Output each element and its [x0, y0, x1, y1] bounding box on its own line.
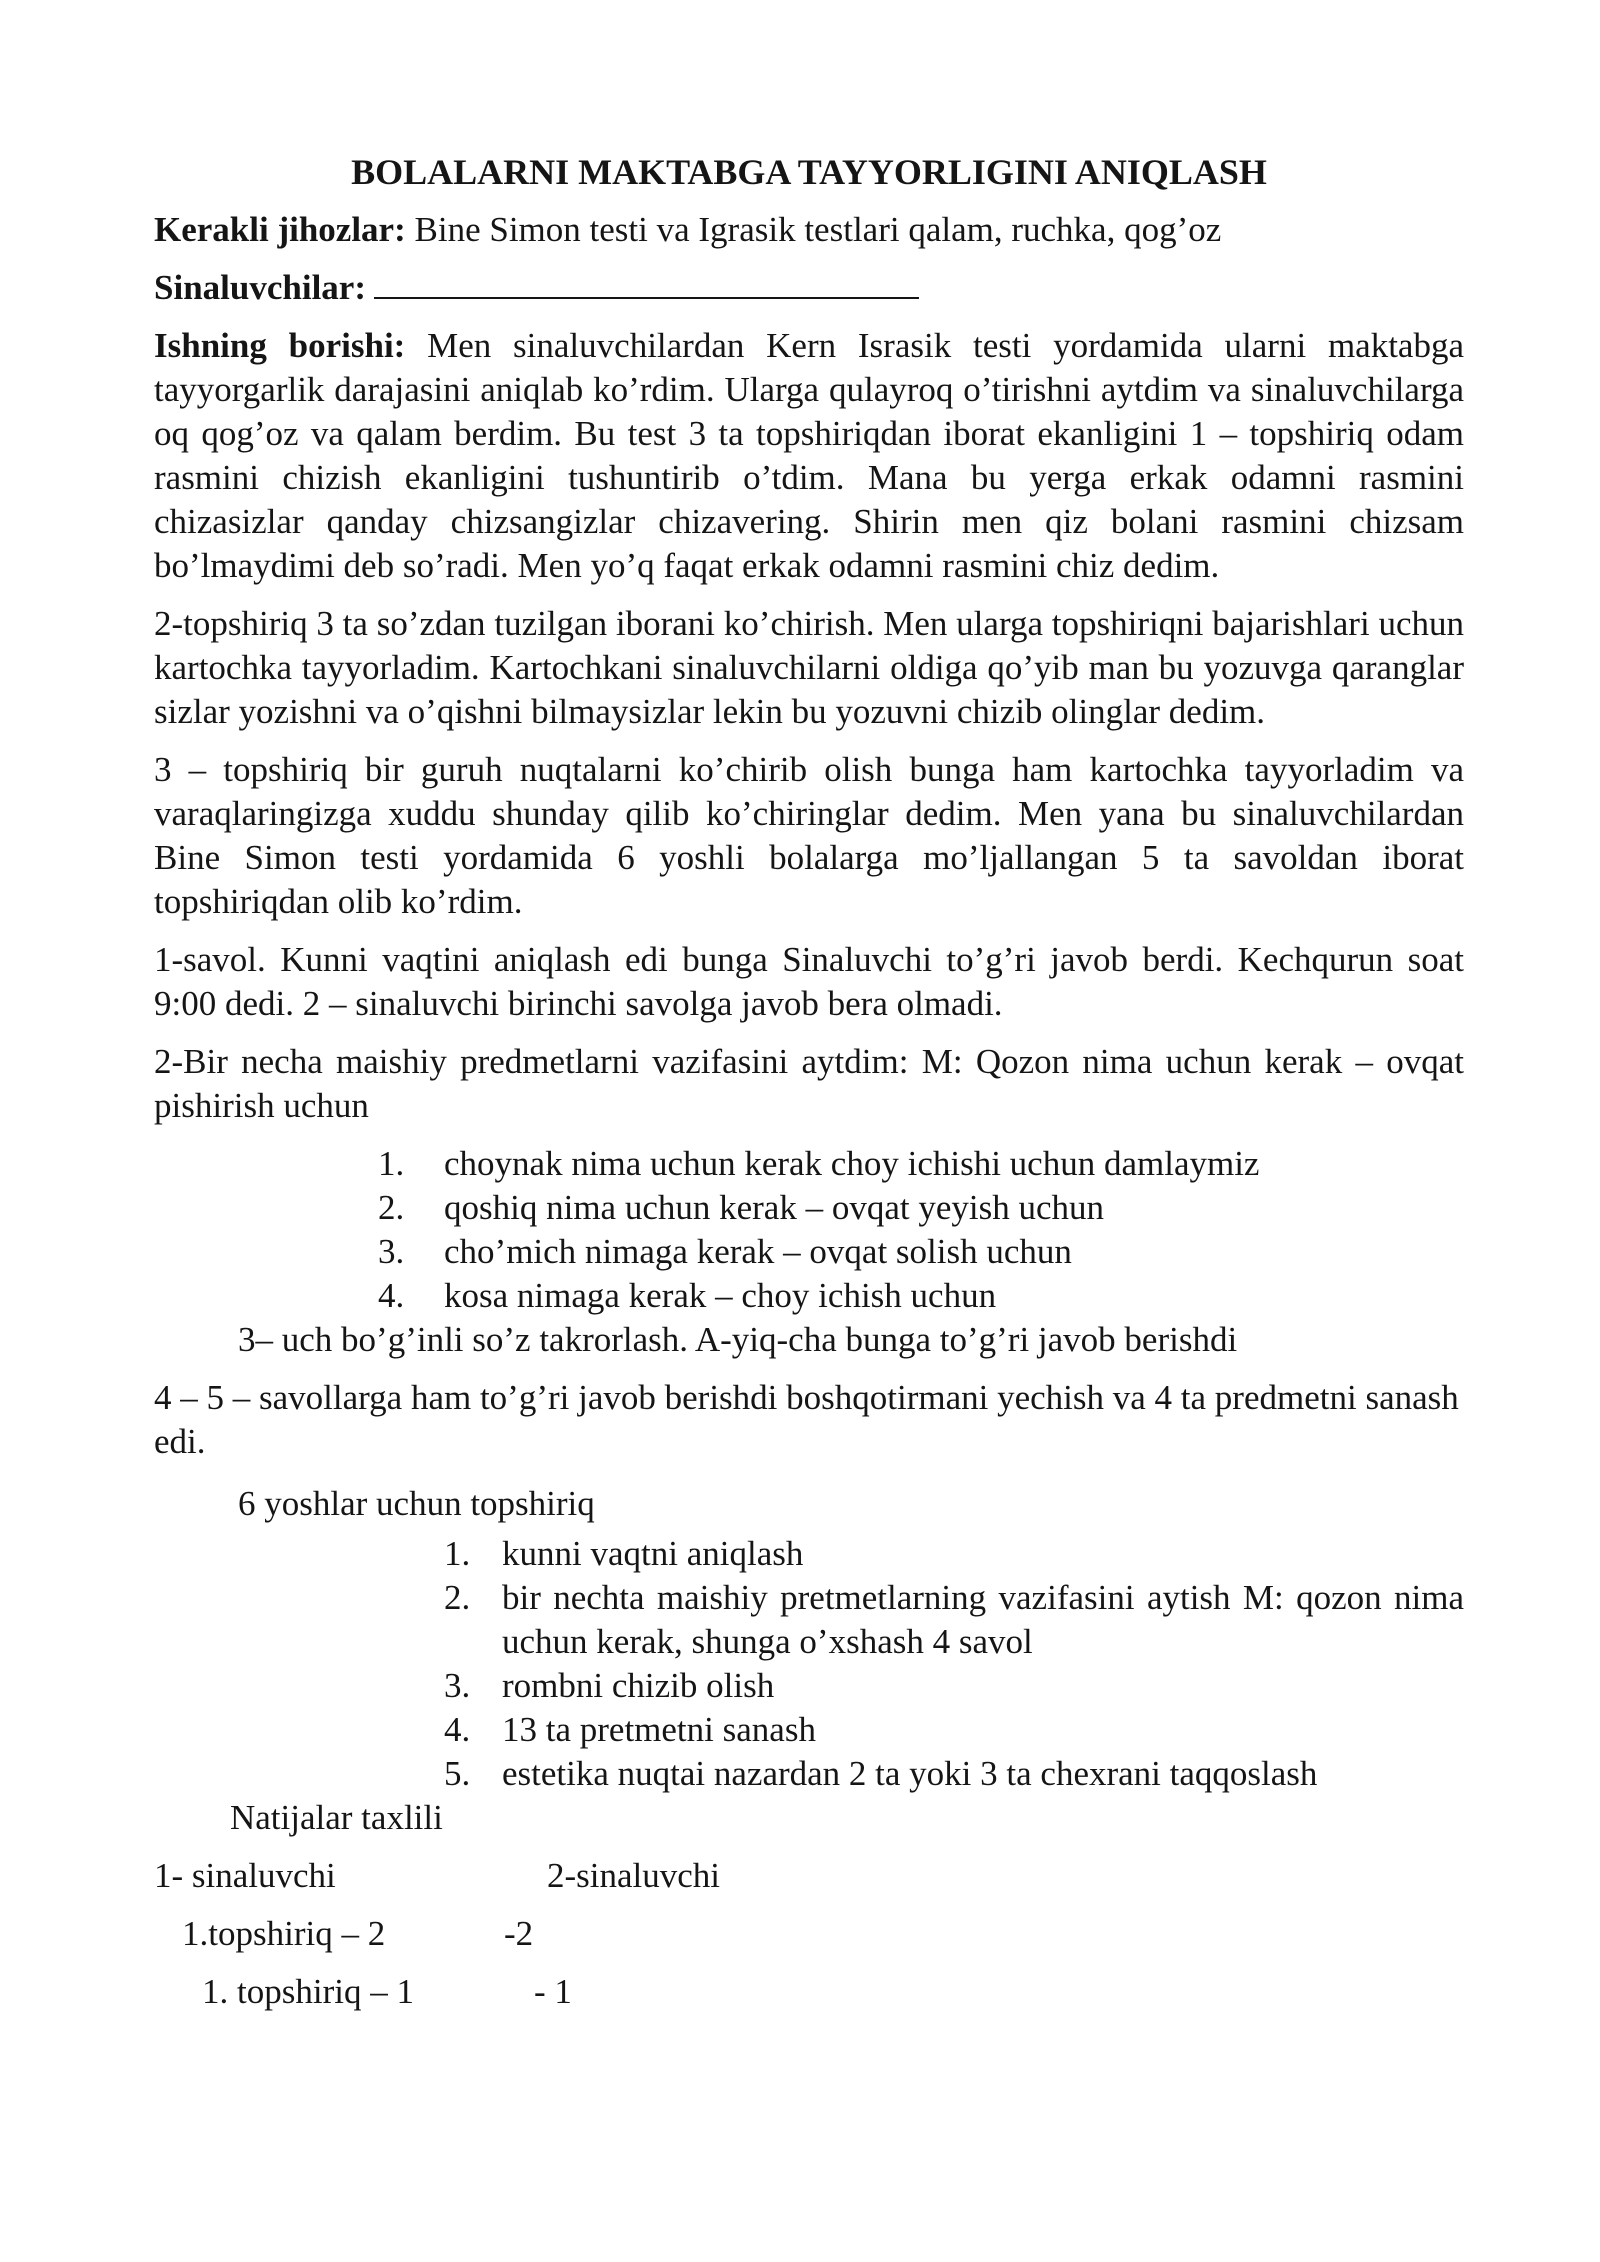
list-item: 5. estetika nuqtai nazardan 2 ta yoki 3 ta chexrani taqqoslash [444, 1754, 1318, 1793]
procedure-text: Men sinaluvchilardan Kern Israsik testi yordamida ularni maktabga tayyorgarlik darajasini aniqlab ko’rdim. Ularga qulayroq o’tirishni aytdim va sinaluvchilarga oq qog’oz va qalam berdim. Bu test 3 ta topshiriqdan iborat ekanligini 1 – topshiriq odam rasmini chizish ekanligini tushuntirib o’tdim. Mana bu yerga erkak odamni rasmini chizasizlar qanday chizsangizlar chizavering. Shirin men qiz bolani rasmini chizsam bo’lmaydimi deb so’radi. Men yo’q faqat erkak odamni rasmini chiz dedim. [154, 326, 1464, 585]
testees-blank [374, 267, 919, 299]
list-item: 2. bir nechta maishiy pretmetlarning vazifasini aytish M: qozon nima uchun kerak, shunga o’xshash 4 savol [444, 1578, 1464, 1661]
task2-paragraph: 2-topshiriq 3 ta so’zdan tuzilgan iborani ko’chirish. Men ularga topshiriqni bajarishlari uchun kartochka tayyorladim. Kartochkani sinaluvchilarni oldiga qo’yib man bu yozuvga qaranglar sizlar yozishni va o’qishni bilmaysizlar lekin bu yozuvni chizib olinglar dedim. [154, 604, 1464, 731]
list-item: 4. kosa nimaga kerak – choy ichish uchun [378, 1276, 997, 1315]
six-year-list [444, 1532, 1464, 1796]
list-item: 3. cho’mich nimaga kerak – ovqat solish uchun [378, 1232, 1072, 1271]
question3-line: 3– uch bo’g’inli so’z takrorlash. A-yiq-cha bunga to’g’ri javob berishdi [238, 1320, 1238, 1359]
equipment-line [154, 208, 1464, 252]
list-item: 1. choynak nima uchun kerak choy ichishi uchun damlaymiz [378, 1144, 1260, 1183]
question45-paragraph: 4 – 5 – savollarga ham to’g’ri javob berishdi boshqotirmani yechish va 4 ta predmetni sanash edi. [154, 1378, 1459, 1461]
question2-paragraph: 2-Bir necha maishiy predmetlarni vazifasini aytdim: M: Qozon nima uchun kerak – ovqat pishirish uchun [154, 1042, 1464, 1125]
procedure-label: Ishning borishi: [154, 326, 406, 365]
task3-paragraph: 3 – topshiriq bir guruh nuqtalarni ko’chirib olish bunga ham kartochka tayyorladim va varaqlaringizga xuddu shunday qilib ko’chiringlar dedim. Men yana bu sinaluvchilardan Bine Simon testi yordamida 6 yoshli bolalarga mo’ljallangan 5 ta savoldan iborat topshiriqdan olib ko’rdim. [154, 750, 1464, 921]
document-page [154, 150, 1464, 2014]
results-header-row [154, 1854, 1464, 1898]
question2-list [378, 1142, 1464, 1318]
list-item: 1. kunni vaqtni aniqlash [444, 1534, 804, 1573]
list-item: 2. qoshiq nima uchun kerak – ovqat yeyish uchun [378, 1188, 1105, 1227]
results-col1: 1- sinaluvchi [154, 1856, 336, 1895]
procedure-paragraph [154, 324, 1464, 588]
results-row: 1.topshiriq – 2 -2 [182, 1914, 534, 1953]
equipment-text: Bine Simon testi va Igrasik testlari qalam, ruchka, qog’oz [405, 210, 1222, 249]
equipment-label: Kerakli jihozlar: [154, 210, 406, 249]
list-item: 4. 13 ta pretmetni sanash [444, 1710, 816, 1749]
testees-label: Sinaluvchilar: [154, 268, 366, 307]
question1-paragraph: 1-savol. Kunni vaqtini aniqlash edi bunga Sinaluvchi to’g’ri javob berdi. Kechqurun soat 9:00 dedi. 2 – sinaluvchi birinchi savolga javob bera olmadi. [154, 940, 1464, 1023]
six-year-heading: 6 yoshlar uchun topshiriq [238, 1484, 595, 1523]
document-title: BOLALARNI MAKTABGA TAYYORLIGINI ANIQLASH [351, 152, 1267, 192]
testees-line [154, 266, 1464, 310]
results-col2: 2-sinaluvchi [547, 1856, 721, 1895]
results-heading: Natijalar taxlili [230, 1798, 443, 1837]
list-item: 3. rombni chizib olish [444, 1666, 775, 1705]
results-row: 1. topshiriq – 1 - 1 [202, 1972, 572, 2011]
